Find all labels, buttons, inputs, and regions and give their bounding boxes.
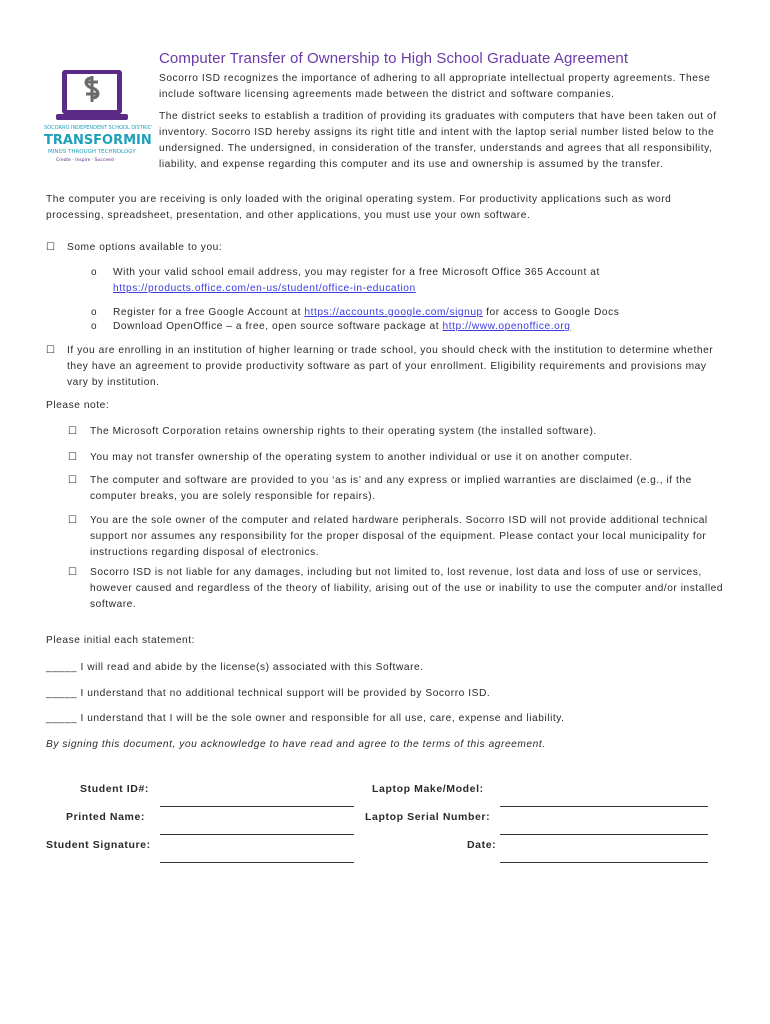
bullet-icon: o bbox=[91, 307, 98, 318]
intro-paragraph-1: Socorro ISD recognizes the importance of adhering to all appropriate intellectual property agreements. These include software licensing agreements made between the district and software companies. bbox=[159, 73, 711, 100]
student-signature-line[interactable] bbox=[160, 862, 354, 863]
date-label: Date: bbox=[467, 839, 497, 851]
bullet-icon: o bbox=[91, 267, 98, 278]
printed-name-line[interactable] bbox=[160, 834, 354, 835]
checkbox-icon: ☐ bbox=[68, 475, 78, 486]
option-openoffice bbox=[113, 319, 723, 335]
note-item: You are the sole owner of the computer and related hardware peripherals. Socorro ISD will not provide additional technical support nor assumes any responsibility for the proper disposal of the equipment. Please contact your local municipality for instructions regarding disposal of electronics. bbox=[90, 515, 708, 558]
option-office365 bbox=[113, 265, 723, 297]
intro-paragraph-3: The computer you are receiving is only loaded with the original operating system. For productivity applications such as word processing, spreadsheet, presentation, and other applications, you must use your own software. bbox=[46, 194, 672, 221]
checkbox-icon: ☐ bbox=[68, 426, 78, 437]
laptop-serial-label: Laptop Serial Number: bbox=[365, 811, 491, 823]
svg-text:TRANSFORMING: TRANSFORMING bbox=[44, 133, 152, 148]
note-item: The computer and software are provided to you ‘as is’ and any express or implied warranties are disclaimed (e.g., if the computer breaks, you are solely responsible for repairs). bbox=[90, 475, 692, 502]
initial-statement: _____ I will read and abide by the license(s) associated with this Software. bbox=[46, 662, 424, 673]
checkbox-icon: ☐ bbox=[68, 567, 78, 578]
checkbox-icon: ☐ bbox=[68, 515, 78, 526]
option-google-pre: Register for a free Google Account at bbox=[113, 307, 305, 318]
district-logo bbox=[42, 68, 152, 178]
laptop-make-line[interactable] bbox=[500, 806, 708, 807]
initial-statement: _____ I understand that I will be the sole owner and responsible for all use, care, expense and liability. bbox=[46, 713, 565, 724]
initial-statement: _____ I understand that no additional technical support will be provided by Socorro ISD. bbox=[46, 688, 491, 699]
checkbox-icon: ☐ bbox=[68, 452, 78, 463]
signing-statement: By signing this document, you acknowledge to have read and agree to the terms of this agreement. bbox=[46, 739, 546, 750]
date-line[interactable] bbox=[500, 862, 708, 863]
note-item: The Microsoft Corporation retains ownership rights to their operating system (the installed software). bbox=[90, 426, 597, 437]
svg-text:MINDS THROUGH TECHNOLOGY: MINDS THROUGH TECHNOLOGY bbox=[48, 149, 136, 155]
student-signature-label: Student Signature: bbox=[46, 839, 151, 851]
student-id-label: Student ID#: bbox=[80, 783, 150, 795]
option-office365-text: With your valid school email address, you may register for a free Microsoft Office 365 Account at bbox=[113, 267, 600, 278]
higher-ed-paragraph: If you are enrolling in an institution of higher learning or trade school, you should check with the institution to determine whether they have an agreement to provide productivity software as part of your enrollment. Eligibility requirements and provisions may vary by institution. bbox=[67, 345, 714, 388]
office365-link[interactable]: https://products.office.com/en-us/student/office-in-education bbox=[113, 283, 416, 294]
svg-text:Create · Inspire · Succeed: Create · Inspire · Succeed bbox=[56, 158, 114, 163]
openoffice-link[interactable]: http://www.openoffice.org bbox=[442, 321, 571, 332]
document-title: Computer Transfer of Ownership to High School Graduate Agreement bbox=[159, 50, 629, 67]
laptop-make-label: Laptop Make/Model: bbox=[372, 783, 484, 795]
student-id-line[interactable] bbox=[160, 806, 354, 807]
checkbox-icon: ☐ bbox=[46, 345, 56, 356]
bullet-icon: o bbox=[91, 321, 98, 332]
option-openoffice-pre: Download OpenOffice – a free, open source software package at bbox=[113, 321, 443, 332]
printed-name-label: Printed Name: bbox=[66, 811, 145, 823]
checkbox-icon: ☐ bbox=[46, 242, 56, 253]
initial-heading: Please initial each statement: bbox=[46, 635, 196, 646]
note-item: You may not transfer ownership of the operating system to another individual or use it on another computer. bbox=[90, 452, 633, 463]
option-google-post: for access to Google Docs bbox=[482, 307, 620, 318]
intro-paragraph-2: The district seeks to establish a tradition of providing its graduates with computers that have been taken out of inventory. Socorro ISD hereby assigns its right title and intent with the laptop serial number listed below to the undersigned. The undersigned, in consideration of the transfer, understands and agrees that all responsibility, liability, and expense regarding this computer and its use and ownership is assumed by the transfer. bbox=[159, 111, 717, 170]
note-heading: Please note: bbox=[46, 400, 110, 411]
google-signup-link[interactable]: https://accounts.google.com/signup bbox=[304, 307, 483, 318]
note-item: Socorro ISD is not liable for any damages, including but not limited to, lost revenue, lost data and loss of use or services, however caused and regardless of the theory of liability, arising out of the use or inability to use the computer and/or installed software. bbox=[90, 567, 724, 610]
svg-text:SOCORRO INDEPENDENT SCHOOL DIS: SOCORRO INDEPENDENT SCHOOL DISTRICT bbox=[44, 125, 152, 131]
options-heading: Some options available to you: bbox=[67, 242, 223, 253]
laptop-serial-line[interactable] bbox=[500, 834, 708, 835]
